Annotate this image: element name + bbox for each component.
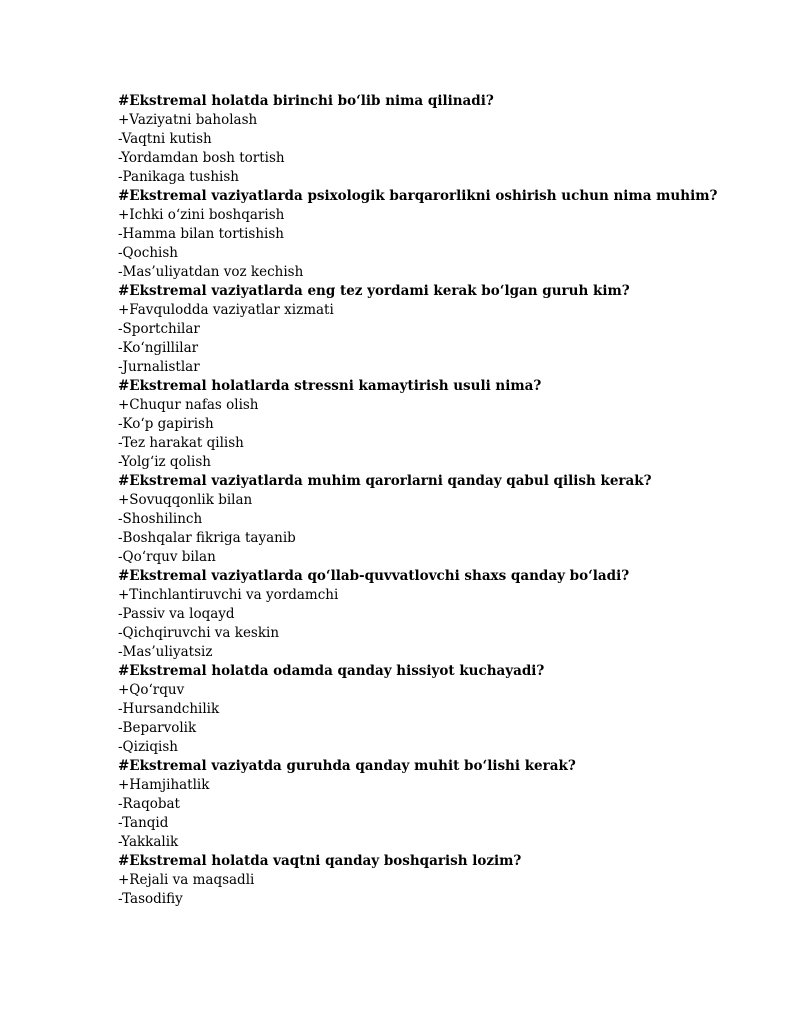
answer-option: -Qichqiruvchi va keskin <box>118 625 280 641</box>
answer-option: +Ichki o‘zini boshqarish <box>118 207 285 223</box>
answer-option: -Mas’uliyatdan voz kechish <box>118 264 304 280</box>
answer-option: -Tasodifiy <box>118 891 183 907</box>
question-text: #Ekstremal holatda odamda qanday hissiyot kuchayadi? <box>118 663 545 679</box>
answer-option: -Vaqtni kutish <box>118 131 212 147</box>
answer-option: -Yordamdan bosh tortish <box>118 150 285 166</box>
answer-option: +Hamjihatlik <box>118 777 210 793</box>
answer-option: -Beparvolik <box>118 720 197 736</box>
question-text: #Ekstremal vaziyatda guruhda qanday muhit bo‘lishi kerak? <box>118 758 576 774</box>
question-text: #Ekstremal vaziyatlarda eng tez yordami kerak bo‘lgan guruh kim? <box>118 283 630 299</box>
answer-option: -Mas’uliyatsiz <box>118 644 213 660</box>
answer-option: -Tanqid <box>118 815 169 831</box>
question-text: #Ekstremal holatda birinchi bo‘lib nima qilinadi? <box>118 93 494 109</box>
answer-option: +Qo‘rquv <box>118 682 185 698</box>
answer-option: -Raqobat <box>118 796 180 812</box>
answer-option: -Passiv va loqayd <box>118 606 235 622</box>
answer-option: +Chuqur nafas olish <box>118 397 259 413</box>
answer-option: +Vaziyatni baholash <box>118 112 258 128</box>
question-text: #Ekstremal vaziyatlarda muhim qarorlarni qanday qabul qilish kerak? <box>118 473 652 489</box>
answer-option: +Sovuqqonlik bilan <box>118 492 253 508</box>
question-text: #Ekstremal holatda vaqtni qanday boshqarish lozim? <box>118 853 522 869</box>
answer-option: -Ko‘p gapirish <box>118 416 214 432</box>
answer-option: -Yakkalik <box>118 834 179 850</box>
question-text: #Ekstremal holatlarda stressni kamaytirish usuli nima? <box>118 378 542 394</box>
answer-option: -Tez harakat qilish <box>118 435 244 451</box>
question-text: #Ekstremal vaziyatlarda qo‘llab-quvvatlovchi shaxs qanday bo‘ladi? <box>118 568 630 584</box>
answer-option: -Jurnalistlar <box>118 359 200 375</box>
answer-option: -Panikaga tushish <box>118 169 239 185</box>
answer-option: -Qiziqish <box>118 739 178 755</box>
answer-option: -Ko‘ngillilar <box>118 340 199 356</box>
answer-option: -Shoshilinch <box>118 511 203 527</box>
answer-option: -Sportchilar <box>118 321 200 337</box>
answer-option: -Qo‘rquv bilan <box>118 549 216 565</box>
answer-option: +Rejali va maqsadli <box>118 872 255 888</box>
answer-option: +Favqulodda vaziyatlar xizmati <box>118 302 334 318</box>
answer-option: -Boshqalar fikriga tayanib <box>118 530 296 546</box>
answer-option: -Hamma bilan tortishish <box>118 226 284 242</box>
answer-option: -Qochish <box>118 245 178 261</box>
question-list <box>118 92 758 909</box>
answer-option: +Tinchlantiruvchi va yordamchi <box>118 587 339 603</box>
answer-option: -Hursandchilik <box>118 701 220 717</box>
answer-option: -Yolg‘iz qolish <box>118 454 211 470</box>
question-text: #Ekstremal vaziyatlarda psixologik barqarorlikni oshirish uchun nima muhim? <box>118 188 718 204</box>
